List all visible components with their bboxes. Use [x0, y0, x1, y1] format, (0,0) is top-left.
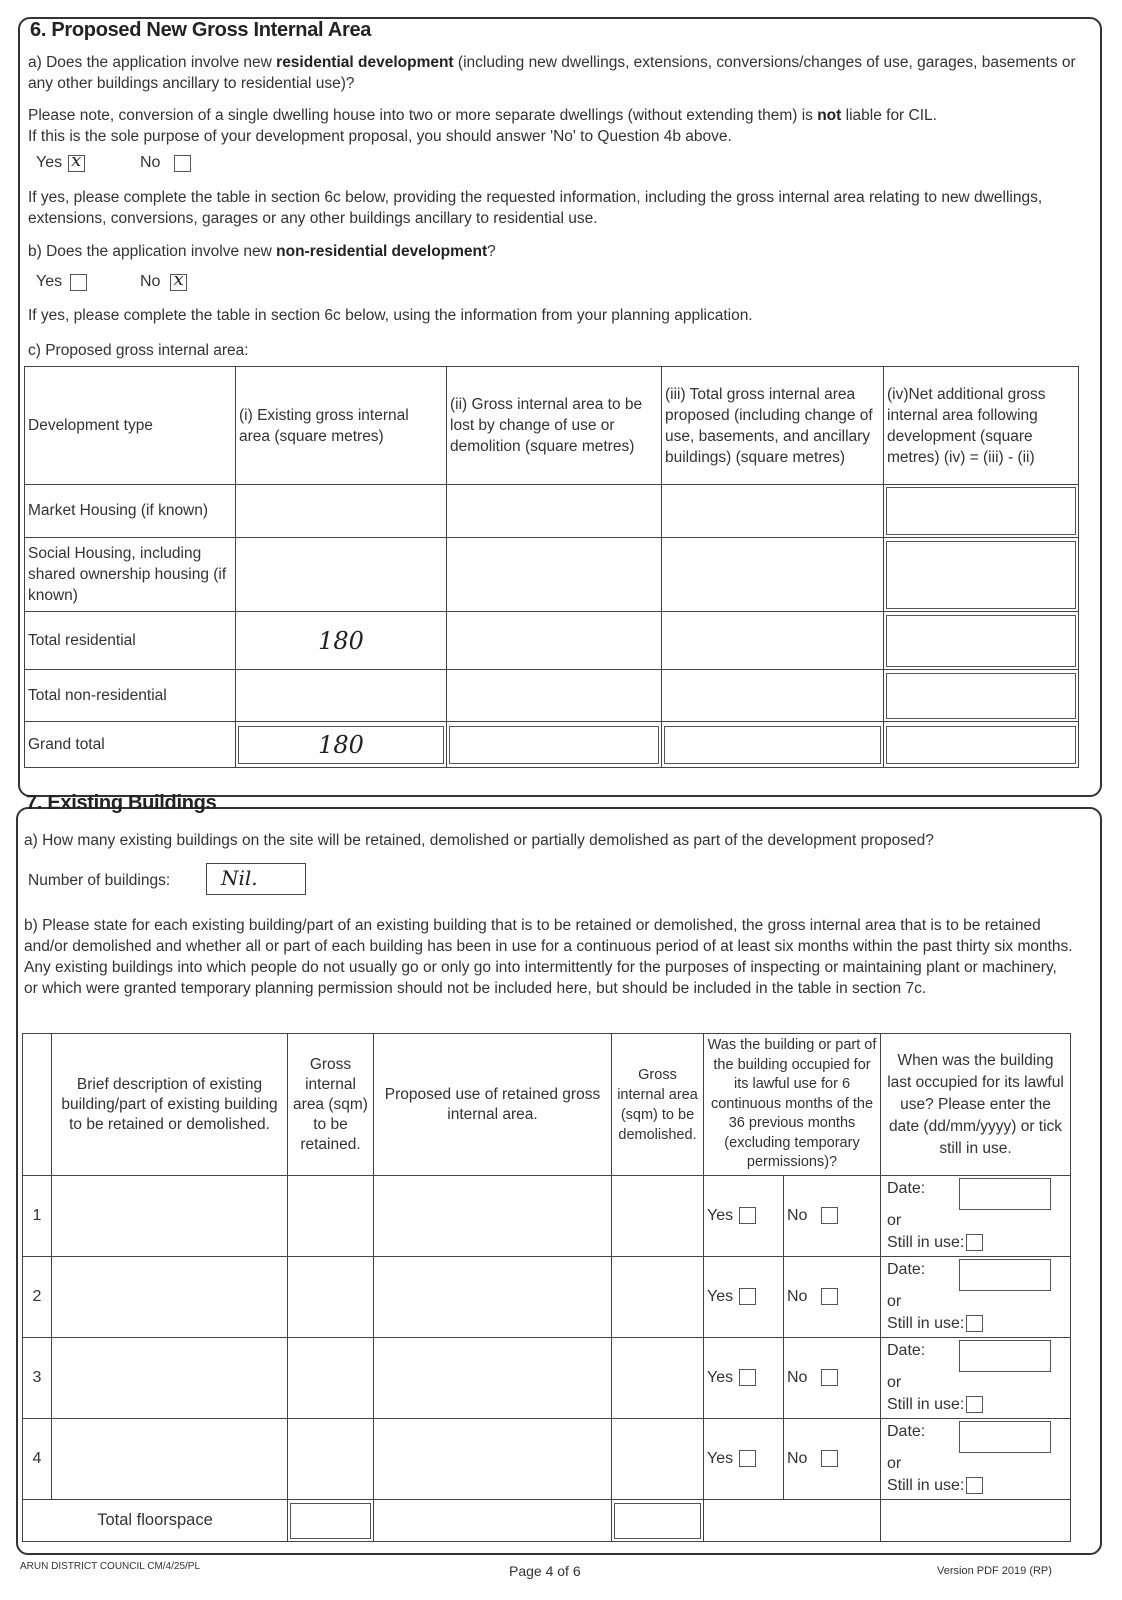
building-4-description[interactable]	[52, 1419, 288, 1500]
section-6-title: 6. Proposed New Gross Internal Area	[30, 19, 372, 41]
building-3-still-in-use-checkbox[interactable]	[966, 1396, 983, 1413]
table-row-building-3: 3 Yes No Date: or Still in use:	[23, 1338, 1071, 1419]
cil-note: Please note, conversion of a single dwelling house into two or more separate dwellings (without extending them) is not liable for CIL. If this is the sole purpose of your development proposal, you should answer 'No' to Question 4b above.	[28, 107, 937, 145]
question-6b: b) Does the application involve new non-residential development?	[28, 243, 496, 260]
col-header-development-type: Development type	[25, 367, 236, 485]
question-6b-instructions: If yes, please complete the table in section 6c below, using the information from your planning application.	[28, 307, 753, 324]
building-3-retained[interactable]	[288, 1338, 374, 1419]
building-4-still-in-use-checkbox[interactable]	[966, 1477, 983, 1494]
col-header-gia-retained: Gross internal area (sqm) to be retained.	[288, 1034, 374, 1176]
footer-version: Version PDF 2019 (RP)	[937, 1565, 1052, 1577]
building-2-use[interactable]	[374, 1257, 612, 1338]
question-6b-no-checkbox[interactable]	[170, 274, 187, 291]
building-3-occupied-yes[interactable]: Yes	[704, 1338, 784, 1419]
building-2-description[interactable]	[52, 1257, 288, 1338]
table-header-row	[25, 367, 1079, 485]
building-1-retained[interactable]	[288, 1176, 374, 1257]
building-2-occupied-yes[interactable]: Yes	[704, 1257, 784, 1338]
building-1-yes-checkbox[interactable]	[739, 1207, 756, 1224]
market-housing-net-input[interactable]	[886, 487, 1076, 535]
grand-total-existing-input[interactable]: 180	[238, 726, 444, 764]
question-6b-no[interactable]: Nox	[140, 273, 187, 291]
market-housing-proposed[interactable]	[662, 485, 884, 538]
market-housing-existing[interactable]	[236, 485, 447, 538]
question-6a-yes-checkbox[interactable]	[68, 155, 85, 172]
footer-council-ref: ARUN DISTRICT COUNCIL CM/4/25/PL	[20, 1561, 201, 1572]
col-header-description: Brief description of existing building/part of existing building to be retained or demolished.	[52, 1034, 288, 1176]
col-header-gia-demolished: Gross internal area (sqm) to be demolished.	[612, 1034, 704, 1176]
total-non-residential-net-input[interactable]	[886, 673, 1076, 719]
building-4-yes-checkbox[interactable]	[739, 1450, 756, 1467]
col-header-net-additional-gia: (iv)Net additional gross internal area following development (square metres) (iv) = (iii) - (ii)	[884, 367, 1079, 485]
col-header-existing-gia: (i) Existing gross internal area (square metres)	[236, 367, 447, 485]
question-6a-no[interactable]: No	[140, 154, 191, 172]
number-of-buildings-label: Number of buildings:	[28, 872, 171, 889]
table-row-total-residential: Total residential 180	[25, 612, 1079, 670]
building-4-use[interactable]	[374, 1419, 612, 1500]
building-2-yes-checkbox[interactable]	[739, 1288, 756, 1305]
building-1-date-input[interactable]	[959, 1178, 1051, 1210]
question-6b-yes-checkbox[interactable]	[70, 274, 87, 291]
building-3-use[interactable]	[374, 1338, 612, 1419]
table-row-building-4: 4 Yes No Date: or Still in use:	[23, 1419, 1071, 1500]
total-residential-existing[interactable]: 180	[236, 612, 447, 670]
total-non-residential-existing[interactable]	[236, 670, 447, 722]
total-floorspace-label: Total floorspace	[23, 1500, 288, 1542]
col-header-occupied: Was the building or part of the building occupied for its lawful use for 6 continuous months of the 36 previous months (excluding temporary permissions)?	[704, 1034, 881, 1176]
building-3-yes-checkbox[interactable]	[739, 1369, 756, 1386]
market-housing-lost[interactable]	[447, 485, 662, 538]
total-non-residential-proposed[interactable]	[662, 670, 884, 722]
grand-total-net-input[interactable]	[886, 726, 1076, 764]
building-4-occupied-yes[interactable]: Yes	[704, 1419, 784, 1500]
total-residential-proposed[interactable]	[662, 612, 884, 670]
building-2-demolished[interactable]	[612, 1257, 704, 1338]
building-3-date-input[interactable]	[959, 1340, 1051, 1372]
col-header-proposed-use: Proposed use of retained gross internal area.	[374, 1034, 612, 1176]
building-2-date-input[interactable]	[959, 1259, 1051, 1291]
social-housing-existing[interactable]	[236, 538, 447, 612]
building-1-use[interactable]	[374, 1176, 612, 1257]
question-7b: b) Please state for each existing building/part of an existing building that is to be retained or demolished, the gross internal area that is to be retained and/or demolished and whether all or part of each building has been in use for a continuous period of at least six months within the past thirty six months. Any existing buildings into which people do not usually go or only go into intermittently for the purposes of inspecting or maintaining plant or machinery, or which were granted temporary planning permission should not be included here, but should be included in the table in section 7c.	[24, 917, 1073, 997]
building-1-no-checkbox[interactable]	[821, 1207, 838, 1224]
building-2-retained[interactable]	[288, 1257, 374, 1338]
social-housing-lost[interactable]	[447, 538, 662, 612]
col-header-gia-lost: (ii) Gross internal area to be lost by change of use or demolition (square metres)	[447, 367, 662, 485]
total-non-residential-lost[interactable]	[447, 670, 662, 722]
building-3-description[interactable]	[52, 1338, 288, 1419]
col-header-total-gia-proposed: (iii) Total gross internal area proposed (including change of use, basements, and ancillary buildings) (square metres)	[662, 367, 884, 485]
question-6b-yes[interactable]: Yes	[36, 273, 87, 291]
existing-buildings-table	[22, 1033, 1071, 1542]
building-1-occupied-yes[interactable]: Yes	[704, 1176, 784, 1257]
building-1-description[interactable]	[52, 1176, 288, 1257]
building-4-demolished[interactable]	[612, 1419, 704, 1500]
total-residential-net-input[interactable]	[886, 615, 1076, 667]
question-6a-yes[interactable]: Yes x	[36, 154, 85, 172]
gross-internal-area-table	[24, 366, 1079, 768]
building-4-occupied-no[interactable]: No	[784, 1419, 881, 1500]
building-4-no-checkbox[interactable]	[821, 1450, 838, 1467]
grand-total-lost-input[interactable]	[449, 726, 659, 764]
building-1-occupied-no[interactable]: No	[784, 1176, 881, 1257]
building-1-still-in-use-checkbox[interactable]	[966, 1234, 983, 1251]
question-7a: a) How many existing buildings on the site will be retained, demolished or partially demolished as part of the development proposed?	[24, 832, 934, 849]
social-housing-proposed[interactable]	[662, 538, 884, 612]
table-row-building-1: 1 Yes No Date: or Still in use:	[23, 1176, 1071, 1257]
table-row-total-non-residential: Total non-residential	[25, 670, 1079, 722]
building-2-still-in-use-checkbox[interactable]	[966, 1315, 983, 1332]
building-2-occupied-no[interactable]: No	[784, 1257, 881, 1338]
total-retained-input[interactable]	[290, 1503, 371, 1539]
grand-total-proposed-input[interactable]	[664, 726, 881, 764]
section-7-title: 7. Existing Buildings	[26, 792, 217, 814]
footer-page-number: Page 4 of 6	[509, 1563, 581, 1579]
building-3-no-checkbox[interactable]	[821, 1369, 838, 1386]
table-row-market-housing: Market Housing (if known)	[25, 485, 1079, 538]
building-3-demolished[interactable]	[612, 1338, 704, 1419]
question-6a-instructions: If yes, please complete the table in section 6c below, providing the requested information, including the gross internal area relating to new dwellings, extensions, conversions, garages or any other buildings ancillary to residential use.	[28, 189, 1043, 227]
social-housing-net-input[interactable]	[886, 541, 1076, 609]
building-3-occupied-no[interactable]: No	[784, 1338, 881, 1419]
question-6a: a) Does the application involve new residential development (including new dwellings, extensions, conversions/changes of use, garages, basements or any other buildings ancillary to residential use)?	[28, 54, 1076, 92]
question-6a-no-checkbox[interactable]	[174, 155, 191, 172]
table-row-social-housing: Social Housing, including shared ownership housing (if known)	[25, 538, 1079, 612]
question-6c: c) Proposed gross internal area:	[28, 342, 249, 359]
building-2-no-checkbox[interactable]	[821, 1288, 838, 1305]
table-header-row	[23, 1034, 1071, 1176]
building-1-demolished[interactable]	[612, 1176, 704, 1257]
col-header-last-occupied: When was the building last occupied for its lawful use? Please enter the date (dd/mm/yyyy) or tick still in use.	[881, 1034, 1071, 1176]
building-4-date-input[interactable]	[959, 1421, 1051, 1453]
total-residential-lost[interactable]	[447, 612, 662, 670]
building-4-retained[interactable]	[288, 1419, 374, 1500]
number-of-buildings-input[interactable]: Nil.	[206, 863, 306, 895]
table-row-grand-total: Grand total 180	[25, 722, 1079, 768]
total-demolished-input[interactable]	[614, 1503, 701, 1539]
table-row-building-2: 2 Yes No Date: or Still in use:	[23, 1257, 1071, 1338]
table-row-total-floorspace	[23, 1500, 1071, 1542]
